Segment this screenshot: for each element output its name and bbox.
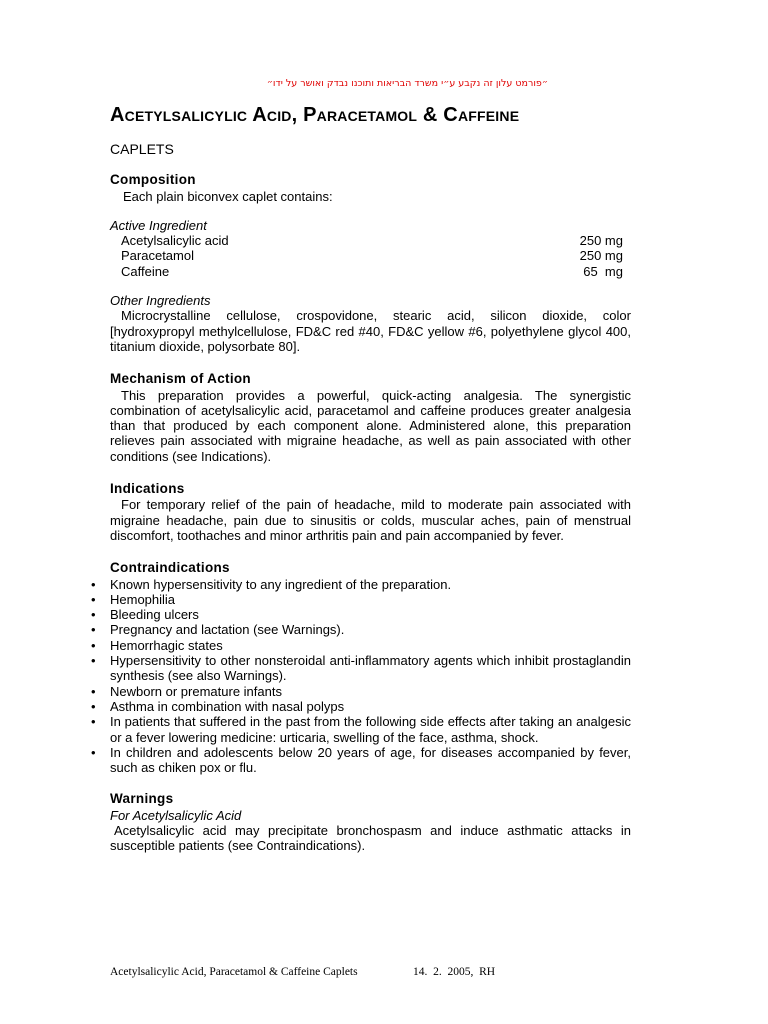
contraindication-item xyxy=(90,684,631,699)
contraindication-text: Known hypersensitivity to any ingredient of the preparation. xyxy=(110,576,452,592)
ingredient-name: Paracetamol xyxy=(121,248,194,264)
page-footer xyxy=(110,966,496,978)
document-title: Acetylsalicylic Acid, Paracetamol & Caffeine xyxy=(110,104,520,126)
footer-date: 14. 2. 2005, RH xyxy=(413,966,496,978)
warnings-heading: Warnings xyxy=(110,791,174,807)
indications-text: For temporary relief of the pain of headache, mild to moderate pain associated with migraine headache, pain due to sinusitis or colds, muscular aches, pain of menstrual discomfort, toothaches and minor arthritis pain and pain accompanied by fever. xyxy=(110,497,631,543)
active-ingredient-heading: Active Ingredient xyxy=(110,217,207,233)
contraindication-item xyxy=(90,714,631,745)
contraindication-text: Hypersensitivity to other nonsteroidal anti-inflammatory agents which inhibit prostaglandin synthesis (see also Warnings). xyxy=(110,653,631,684)
ingredient-row xyxy=(110,248,623,263)
ingredient-row xyxy=(110,264,623,279)
footer-product-name: Acetylsalicylic Acid, Paracetamol & Caffeine Caplets xyxy=(110,966,358,978)
contraindication-item xyxy=(90,653,631,684)
mechanism-text: This preparation provides a powerful, quick-acting analgesia. The synergistic combination of acetylsalicylic acid, paracetamol and caffeine produces greater analgesia than that produced by each component alone. Administered alone, this preparation relieves pain associated with migraine headache, as well as pain associated with other conditions (see Indications). xyxy=(110,387,631,464)
leaflet-body xyxy=(91,102,631,854)
other-ingredients-text: Microcrystalline cellulose, crospovidone, stearic acid, silicon dioxide, color [hydroxypropyl methylcellulose, FD&C red #40, FD&C yellow #6, polyethylene glycol 400, titanium dioxide, polysorbate 80]. xyxy=(110,308,631,354)
other-ingredients-section xyxy=(110,293,631,354)
ingredient-amount: 250 mg xyxy=(579,233,623,249)
bullet-icon: • xyxy=(91,576,96,592)
contraindication-item xyxy=(90,607,631,622)
other-ingredients-heading: Other Ingredients xyxy=(110,293,211,309)
ingredient-name: Caffeine xyxy=(121,263,170,279)
warnings-subheading: For Acetylsalicylic Acid xyxy=(110,807,242,823)
contraindication-text: Hemorrhagic states xyxy=(110,637,223,653)
contraindication-text: Hemophilia xyxy=(110,591,176,607)
indications-heading: Indications xyxy=(110,481,185,497)
contraindication-text: Newborn or premature infants xyxy=(110,683,282,699)
ingredient-row xyxy=(110,233,623,248)
warnings-text: Acetylsalicylic acid may precipitate bronchospasm and induce asthmatic attacks in susceptible patients (see Contraindications). xyxy=(110,822,631,854)
contraindication-item xyxy=(90,745,631,776)
active-ingredients-section xyxy=(110,218,631,279)
bullet-icon: • xyxy=(91,653,96,669)
bullet-icon: • xyxy=(91,637,96,653)
bullet-icon: • xyxy=(91,714,96,730)
regulatory-header-note: ״פורמט עלון זה נקבע ע״י משרד הבריאות ותוכנו נבדק ואושר על ידו״ xyxy=(266,78,548,89)
bullet-icon: • xyxy=(91,607,96,623)
contraindication-text: Bleeding ulcers xyxy=(110,607,199,623)
contraindications-list xyxy=(90,577,631,776)
bullet-icon: • xyxy=(91,591,96,607)
contraindication-item xyxy=(90,622,631,637)
bullet-icon: • xyxy=(91,622,96,638)
ingredient-amount: 250 mg xyxy=(579,248,623,264)
contraindications-heading: Contraindications xyxy=(110,560,230,576)
contraindication-text: In children and adolescents below 20 years of age, for diseases accompanied by fever, such as chiken pox or flu. xyxy=(110,744,631,776)
active-ingredients-table xyxy=(110,233,623,279)
contraindication-item xyxy=(90,577,631,592)
bullet-icon: • xyxy=(91,698,96,714)
dosage-form: CAPLETS xyxy=(110,141,174,157)
contraindication-text: Pregnancy and lactation (see Warnings). xyxy=(110,622,345,638)
contraindication-text: In patients that suffered in the past from the following side effects after taking an analgesic or a fever lowering medicine: urticaria, swelling of the face, asthma, shock. xyxy=(110,714,631,745)
mechanism-heading: Mechanism of Action xyxy=(110,371,251,387)
ingredient-amount: 65 mg xyxy=(583,263,623,279)
contraindication-text: Asthma in combination with nasal polyps xyxy=(110,698,345,714)
contraindication-item xyxy=(90,699,631,714)
contraindication-item xyxy=(90,638,631,653)
composition-heading: Composition xyxy=(110,172,196,188)
bullet-icon: • xyxy=(91,683,96,699)
composition-intro: Each plain biconvex caplet contains: xyxy=(123,188,333,204)
bullet-icon: • xyxy=(91,744,96,760)
ingredient-name: Acetylsalicylic acid xyxy=(121,233,229,249)
contraindication-item xyxy=(90,592,631,607)
